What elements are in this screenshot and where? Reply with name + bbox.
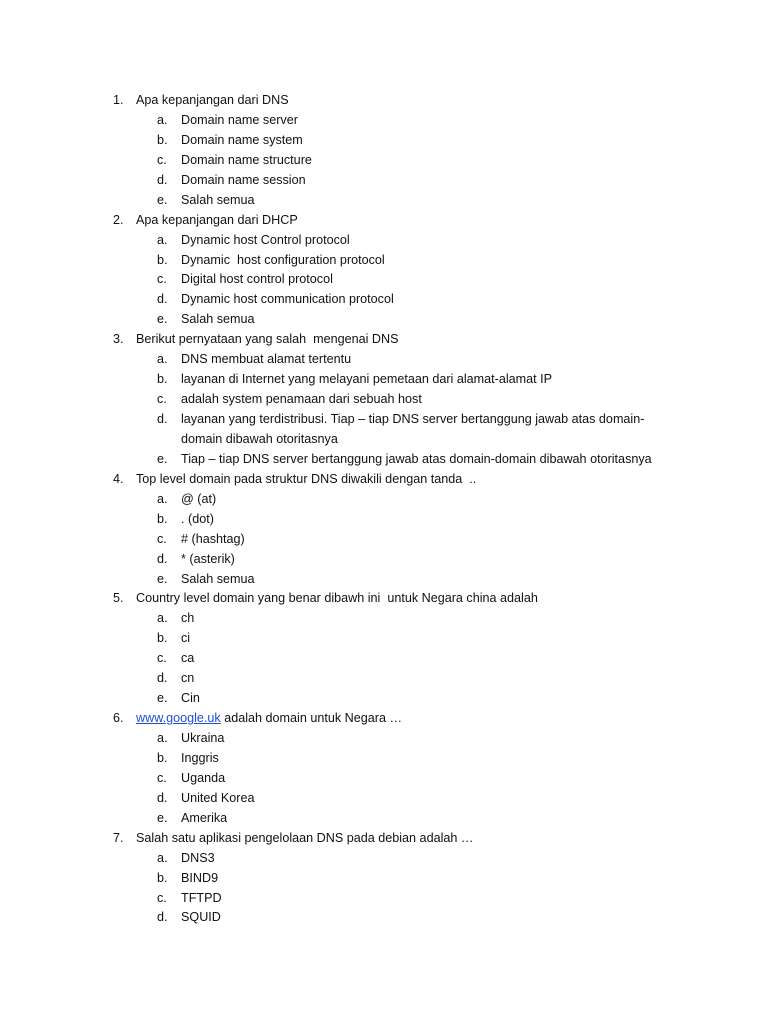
option-text: @ (at) — [181, 491, 217, 506]
option-item — [0, 669, 768, 689]
option-text: Dynamic host communication protocol — [181, 292, 394, 307]
option-item — [0, 131, 768, 151]
option-item — [0, 310, 768, 330]
option-text: Domain name structure — [181, 152, 312, 167]
question-text — [136, 589, 538, 609]
option-text: United Korea — [181, 790, 255, 805]
option-letter: c. — [157, 392, 167, 407]
option-letter: e. — [157, 571, 168, 586]
question-text — [136, 470, 476, 490]
option-letter: c. — [157, 531, 167, 546]
option-letter: b. — [157, 252, 168, 267]
option-letter: b. — [157, 870, 168, 885]
question-number: 3. — [113, 332, 124, 347]
option-item — [0, 609, 768, 629]
option-text: Dynamic host configuration protocol — [181, 252, 385, 267]
option-text: Uganda — [181, 770, 226, 785]
option-item — [0, 809, 768, 829]
question-number: 7. — [113, 830, 124, 845]
question-item — [0, 470, 768, 490]
option-letter: a. — [157, 850, 168, 865]
option-item — [0, 350, 768, 370]
option-text: Domain name system — [181, 132, 303, 147]
option-letter: d. — [157, 790, 168, 805]
option-text: ca — [181, 651, 195, 666]
option-item — [0, 191, 768, 211]
option-item — [0, 530, 768, 550]
option-text: BIND9 — [181, 870, 219, 885]
option-item — [0, 749, 768, 769]
option-letter: b. — [157, 372, 168, 387]
option-text: ch — [181, 611, 195, 626]
option-letter: a. — [157, 611, 168, 626]
option-text: SQUID — [181, 910, 221, 925]
option-item — [0, 111, 768, 131]
option-text: Digital host control protocol — [181, 272, 333, 287]
option-letter: c. — [157, 272, 167, 287]
option-letter: d. — [157, 292, 168, 307]
option-letter: a. — [157, 491, 168, 506]
option-letter: d. — [157, 412, 168, 426]
question-item — [0, 211, 768, 231]
question-number: 6. — [113, 711, 124, 726]
option-item — [0, 689, 768, 709]
question-text — [136, 829, 473, 849]
option-letter: c. — [157, 152, 167, 167]
option-item — [0, 231, 768, 251]
option-text: Ukraina — [181, 731, 225, 745]
option-item — [0, 370, 768, 390]
option-item — [0, 550, 768, 570]
option-item — [0, 769, 768, 789]
option-text: * (asterik) — [181, 551, 235, 566]
question-item — [0, 709, 768, 729]
question-text-content: Apa kepanjangan dari DNS — [136, 93, 289, 107]
option-text: DNS membuat alamat tertentu — [181, 352, 352, 367]
option-text: DNS3 — [181, 850, 215, 865]
option-letter: d. — [157, 172, 168, 187]
option-text: Domain name session — [181, 172, 306, 187]
option-letter: c. — [157, 770, 167, 785]
option-item — [0, 869, 768, 889]
option-text: Salah semua — [181, 312, 255, 327]
option-letter: e. — [157, 691, 168, 706]
option-text: Tiap – tiap DNS server bertanggung jawab atas domain-domain dibawah otoritasnya — [181, 451, 652, 466]
option-item — [0, 729, 768, 749]
question-number: 4. — [113, 471, 124, 486]
question-number: 2. — [113, 212, 124, 227]
option-item — [0, 251, 768, 271]
option-letter: d. — [157, 910, 168, 925]
option-letter: a. — [157, 352, 168, 367]
question-text — [136, 211, 298, 231]
option-text: Inggris — [181, 750, 219, 765]
option-text: Dynamic host Control protocol — [181, 232, 350, 247]
option-item — [0, 290, 768, 310]
question-text-content: Apa kepanjangan dari DHCP — [136, 212, 298, 227]
option-item — [0, 390, 768, 410]
option-letter: c. — [157, 651, 167, 666]
question-link[interactable]: www.google.uk — [136, 711, 221, 726]
option-item — [0, 270, 768, 290]
option-item — [0, 490, 768, 510]
question-number: 5. — [113, 591, 124, 606]
option-item — [0, 151, 768, 171]
option-letter: a. — [157, 232, 168, 247]
option-item — [0, 629, 768, 649]
question-text-content: Country level domain yang benar dibawh ini untuk Negara china adalah — [136, 591, 538, 606]
option-letter: c. — [157, 890, 167, 905]
option-item — [0, 450, 768, 470]
option-item — [0, 889, 768, 909]
option-item — [0, 908, 768, 928]
option-item — [0, 789, 768, 809]
option-letter: a. — [157, 731, 168, 745]
option-text: layanan di Internet yang melayani pemetaan dari alamat-alamat IP — [181, 372, 553, 387]
question-text-content: Salah satu aplikasi pengelolaan DNS pada debian adalah … — [136, 830, 474, 845]
question-item — [0, 829, 768, 849]
option-letter: a. — [157, 112, 168, 127]
question-item — [0, 330, 768, 350]
option-letter: d. — [157, 551, 168, 566]
option-letter: b. — [157, 631, 168, 646]
option-letter: e. — [157, 312, 168, 327]
option-text: layanan yang terdistribusi. Tiap – tiap DNS server bertanggung jawab atas domain- — [181, 412, 645, 426]
option-letter: b. — [157, 132, 168, 147]
option-text: Salah semua — [181, 571, 255, 586]
question-text — [136, 91, 289, 111]
option-item — [0, 849, 768, 869]
question-item — [0, 91, 768, 111]
option-text: ci — [181, 631, 191, 646]
question-list — [0, 91, 768, 928]
option-letter: d. — [157, 671, 168, 686]
option-text: Cin — [181, 691, 200, 706]
question-text-content: adalah domain untuk Negara … — [220, 711, 403, 726]
question-text-content: Berikut pernyataan yang salah mengenai DNS — [136, 332, 399, 347]
option-item — [0, 510, 768, 530]
option-text: # (hashtag) — [181, 531, 245, 546]
question-text — [136, 709, 402, 729]
question-text-content: Top level domain pada struktur DNS diwakili dengan tanda .. — [136, 471, 477, 486]
option-text: TFTPD — [181, 890, 222, 905]
option-text-continuation: domain dibawah otoritasnya — [181, 431, 338, 446]
option-letter: b. — [157, 511, 168, 526]
option-text: cn — [181, 671, 195, 686]
option-item — [0, 171, 768, 191]
option-item — [0, 410, 768, 430]
option-item — [0, 649, 768, 669]
option-text: . (dot) — [181, 511, 214, 526]
option-text: Salah semua — [181, 192, 255, 207]
option-letter: e. — [157, 451, 168, 466]
option-item — [0, 570, 768, 590]
question-text — [136, 330, 399, 350]
option-letter: e. — [157, 192, 168, 207]
option-text: Domain name server — [181, 112, 298, 127]
option-letter: e. — [157, 810, 168, 825]
option-text: Amerika — [181, 810, 228, 825]
option-continuation-line — [0, 430, 768, 450]
option-letter: b. — [157, 750, 168, 765]
question-item — [0, 589, 768, 609]
question-number: 1. — [113, 93, 124, 107]
option-text: adalah system penamaan dari sebuah host — [181, 392, 422, 407]
